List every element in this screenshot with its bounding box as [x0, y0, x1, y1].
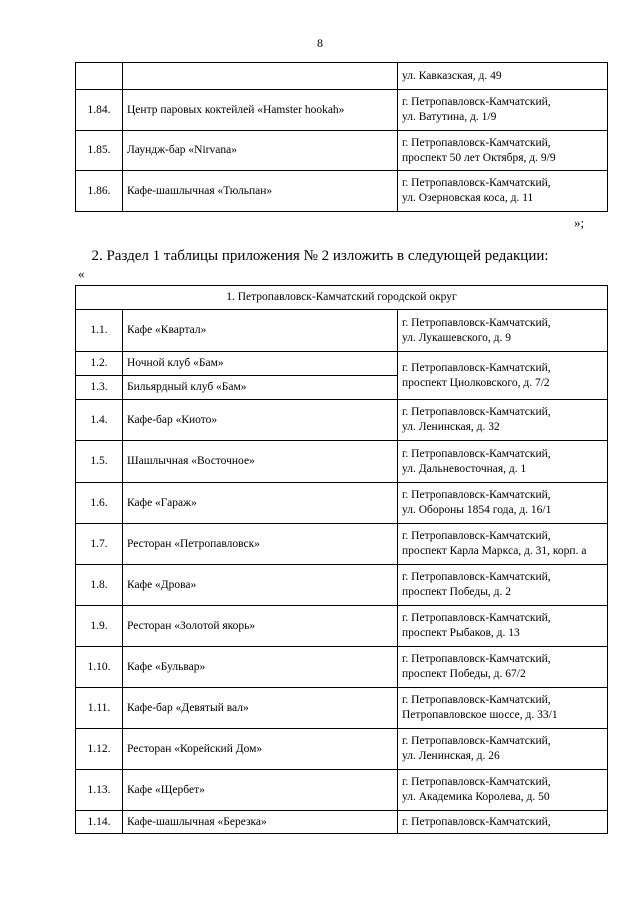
- establishment-name: Ресторан «Золотой якорь»: [123, 606, 398, 647]
- address-line: г. Петропавловск-Камчатский,: [402, 776, 551, 788]
- address-line: проспект Рыбаков, д. 13: [402, 627, 520, 639]
- row-number: 1.4.: [76, 400, 123, 441]
- table-row: [76, 63, 608, 90]
- row-number: [76, 63, 123, 90]
- table-row: [76, 310, 608, 352]
- row-number: 1.10.: [76, 647, 123, 688]
- address-line: г. Петропавловск-Камчатский,: [402, 489, 551, 501]
- establishment-address: [398, 400, 608, 441]
- establishment-address: [398, 483, 608, 524]
- table-row: [76, 352, 608, 376]
- establishment-name: Кафе «Дрова»: [123, 565, 398, 606]
- establishment-address: [398, 606, 608, 647]
- address-line: ул. Ленинская, д. 32: [402, 421, 500, 433]
- address-line: г. Петропавловск-Камчатский,: [402, 96, 551, 108]
- row-number: 1.8.: [76, 565, 123, 606]
- address-line: г. Петропавловск-Камчатский,: [402, 177, 551, 189]
- establishment-name: Ресторан «Петропавловск»: [123, 524, 398, 565]
- address-line: г. Петропавловск-Камчатский,: [402, 447, 551, 460]
- establishment-address: [398, 729, 608, 770]
- row-number: 1.11.: [76, 688, 123, 729]
- opening-quote: «: [78, 266, 85, 281]
- row-number: 1.13.: [76, 770, 123, 811]
- table-row: [76, 400, 608, 441]
- row-number: 1.9.: [76, 606, 123, 647]
- address-line: проспект 50 лет Октября, д. 9/9: [402, 151, 556, 164]
- table-row: [76, 606, 608, 647]
- establishment-address: [398, 90, 608, 131]
- establishment-address: [398, 811, 608, 834]
- table-row: [76, 647, 608, 688]
- establishment-address: [398, 524, 608, 565]
- address-line: г. Петропавловск-Камчатский,: [402, 653, 551, 665]
- establishment-address: [398, 131, 608, 171]
- establishment-name: Ночной клуб «Бам»: [123, 352, 398, 376]
- table-row: [76, 171, 608, 212]
- table-row: [76, 811, 608, 834]
- establishment-name: Лаундж-бар «Nirvana»: [123, 131, 398, 171]
- row-number: 1.14.: [76, 811, 123, 834]
- address-line: г. Петропавловск-Камчатский,: [402, 136, 551, 149]
- row-number: 1.6.: [76, 483, 123, 524]
- row-number: 1.7.: [76, 524, 123, 565]
- section-title: 1. Петропавловск-Камчатский городской округ: [76, 286, 608, 310]
- establishment-address: [398, 688, 608, 729]
- section-header-row: [76, 286, 608, 310]
- address-line: проспект Победы, д. 67/2: [402, 668, 526, 680]
- address-line: г. Петропавловск-Камчатский,: [402, 694, 551, 706]
- address-line: проспект Карла Маркса, д. 31, корп. а: [402, 545, 587, 557]
- address-line: г. Петропавловск-Камчатский,: [402, 571, 551, 583]
- address-line: ул. Лукашевского, д. 9: [402, 331, 511, 344]
- amendment-instruction: 2. Раздел 1 таблицы приложения № 2 изложить в следующей редакции:: [91, 248, 549, 264]
- establishment-name: Кафе «Бульвар»: [123, 647, 398, 688]
- address-line: проспект Циолковского, д. 7/2: [402, 376, 550, 389]
- table-row: [76, 565, 608, 606]
- establishments-table-continued: [75, 62, 608, 212]
- table-row: [76, 90, 608, 131]
- page-number: 8: [317, 36, 323, 50]
- row-number: 1.2.: [76, 352, 123, 376]
- establishment-address: [398, 63, 608, 90]
- address-line: ул. Озерновская коса, д. 11: [402, 192, 534, 204]
- establishment-address: [398, 171, 608, 212]
- establishment-name: Шашлычная «Восточное»: [123, 441, 398, 483]
- establishment-address: [398, 770, 608, 811]
- table-row: [76, 770, 608, 811]
- establishment-address: [398, 352, 608, 400]
- row-number: 1.84.: [76, 90, 123, 131]
- establishment-name: Кафе «Гараж»: [123, 483, 398, 524]
- establishment-address: [398, 647, 608, 688]
- establishment-address: [398, 441, 608, 483]
- address-line: ул. Ватутина, д. 1/9: [402, 111, 497, 123]
- address-line: ул. Обороны 1854 года, д. 16/1: [402, 504, 552, 516]
- address-line: ул. Кавказская, д. 49: [402, 69, 502, 82]
- establishment-name: Кафе-бар «Киото»: [123, 400, 398, 441]
- address-line: г. Петропавловск-Камчатский,: [402, 316, 551, 329]
- address-line: г. Петропавловск-Камчатский,: [402, 361, 551, 374]
- establishment-name: Центр паровых коктейлей «Hamster hookah»: [123, 90, 398, 131]
- establishment-address: [398, 565, 608, 606]
- table-row: [76, 483, 608, 524]
- closing-quote: »;: [574, 215, 585, 230]
- establishment-name: Бильярдный клуб «Бам»: [123, 376, 398, 400]
- address-line: г. Петропавловск-Камчатский,: [402, 815, 551, 828]
- address-line: Петропавловское шоссе, д. 33/1: [402, 709, 558, 721]
- row-number: 1.85.: [76, 131, 123, 171]
- establishment-address: [398, 310, 608, 352]
- establishment-name: [123, 63, 398, 90]
- table-row: [76, 524, 608, 565]
- address-line: ул. Дальневосточная, д. 1: [402, 462, 527, 475]
- address-line: ул. Академика Королева, д. 50: [402, 791, 550, 803]
- table-row: [76, 131, 608, 171]
- establishments-table-section-1: [75, 285, 608, 834]
- address-line: проспект Победы, д. 2: [402, 586, 512, 598]
- row-number: 1.5.: [76, 441, 123, 483]
- table-row: [76, 688, 608, 729]
- establishment-name: Кафе-шашлычная «Тюльпан»: [123, 171, 398, 212]
- row-number: 1.86.: [76, 171, 123, 212]
- address-line: г. Петропавловск-Камчатский,: [402, 612, 551, 624]
- row-number: 1.1.: [76, 310, 123, 352]
- establishment-name: Ресторан «Корейский Дом»: [123, 729, 398, 770]
- row-number: 1.3.: [76, 376, 123, 400]
- establishment-name: Кафе-шашлычная «Березка»: [123, 811, 398, 834]
- table-row: [76, 729, 608, 770]
- establishment-name: Кафе «Квартал»: [123, 310, 398, 352]
- address-line: г. Петропавловск-Камчатский,: [402, 406, 551, 418]
- table-row: [76, 441, 608, 483]
- establishment-name: Кафе «Щербет»: [123, 770, 398, 811]
- address-line: г. Петропавловск-Камчатский,: [402, 530, 551, 542]
- establishment-name: Кафе-бар «Девятый вал»: [123, 688, 398, 729]
- address-line: г. Петропавловск-Камчатский,: [402, 735, 551, 747]
- row-number: 1.12.: [76, 729, 123, 770]
- address-line: ул. Ленинская, д. 26: [402, 750, 500, 762]
